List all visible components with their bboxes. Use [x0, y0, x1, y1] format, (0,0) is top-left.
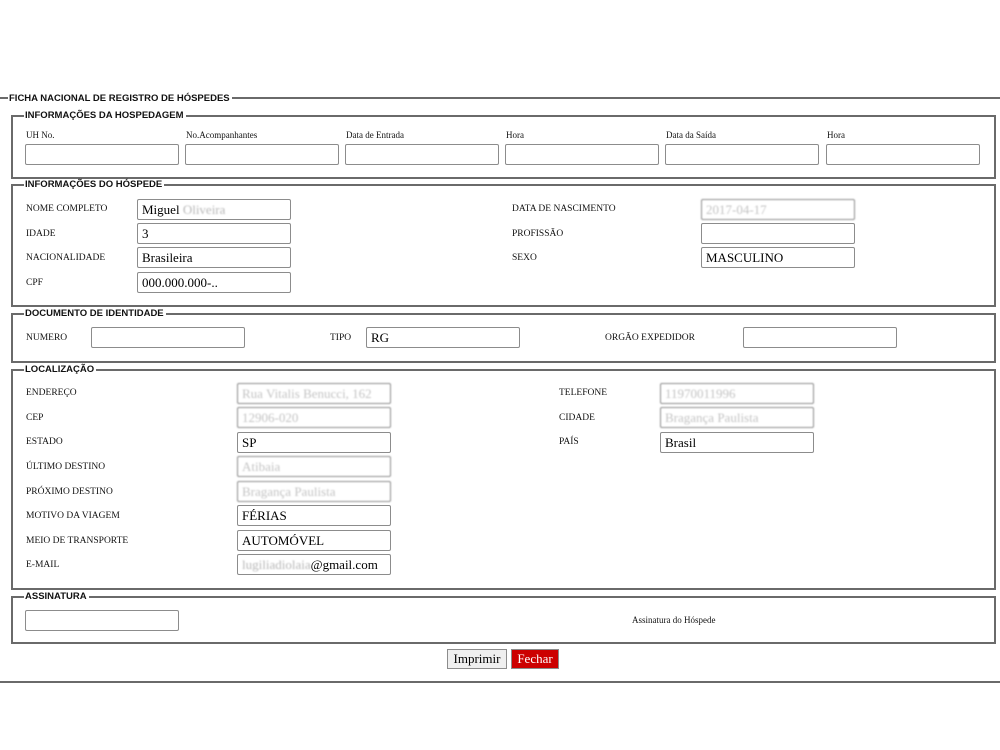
- nome-input[interactable]: [137, 199, 291, 220]
- cep-label: CEP: [26, 413, 44, 423]
- nacionalidade-label: NACIONALIDADE: [26, 253, 106, 263]
- cpf-input[interactable]: 000.000.000-..: [137, 272, 291, 293]
- acompanhantes-label: No.Acompanhantes: [186, 130, 258, 140]
- email-redacted-text: lugiliadiolaia: [242, 557, 311, 572]
- saida-date-input[interactable]: [665, 144, 819, 165]
- localizacao-section: [11, 369, 996, 590]
- hora-entrada-label: Hora: [506, 130, 524, 140]
- nascimento-input[interactable]: 2017-04-17: [701, 199, 855, 220]
- close-button[interactable]: Fechar: [511, 649, 559, 669]
- outer-fieldset-bottom-border: [0, 681, 1000, 683]
- estado-input[interactable]: SP: [237, 432, 391, 453]
- tipo-label: TIPO: [330, 333, 352, 343]
- endereco-label: ENDEREÇO: [26, 388, 77, 398]
- numero-label: NUMERO: [26, 333, 68, 343]
- print-button[interactable]: Imprimir: [447, 649, 507, 669]
- idade-label: IDADE: [26, 229, 56, 239]
- motivo-label: MOTIVO DA VIAGEM: [26, 511, 120, 521]
- assinatura-caption: Assinatura do Hóspede: [632, 615, 716, 625]
- email-label: E-MAIL: [26, 560, 60, 570]
- proximo-destino-input[interactable]: Bragança Paulista: [237, 481, 391, 502]
- ultimo-destino-label: ÚLTIMO DESTINO: [26, 462, 106, 472]
- ultimo-destino-input[interactable]: Atibaia: [237, 456, 391, 477]
- numero-input[interactable]: [91, 327, 245, 348]
- pais-input[interactable]: Brasil: [660, 432, 814, 453]
- tipo-input[interactable]: RG: [366, 327, 520, 348]
- nacionalidade-input[interactable]: Brasileira: [137, 247, 291, 268]
- telefone-input[interactable]: 11970011996: [660, 383, 814, 404]
- transporte-input[interactable]: AUTOMÓVEL: [237, 530, 391, 551]
- orgao-label: ORGÃO EXPEDIDOR: [605, 333, 695, 343]
- sexo-label: SEXO: [512, 253, 537, 263]
- profissao-label: PROFISSÃO: [512, 229, 564, 239]
- estado-label: ESTADO: [26, 437, 63, 447]
- transporte-label: MEIO DE TRANSPORTE: [26, 536, 129, 546]
- cidade-input[interactable]: Bragança Paulista: [660, 407, 814, 428]
- cep-input[interactable]: 12906-020: [237, 407, 391, 428]
- hora-entrada-input[interactable]: [505, 144, 659, 165]
- proximo-destino-label: PRÓXIMO DESTINO: [26, 487, 113, 497]
- idade-input[interactable]: 3: [137, 223, 291, 244]
- motivo-input[interactable]: FÉRIAS: [237, 505, 391, 526]
- acompanhantes-input[interactable]: [185, 144, 339, 165]
- documento-section-title: DOCUMENTO DE IDENTIDADE: [25, 308, 164, 319]
- hora-saida-input[interactable]: [826, 144, 980, 165]
- form-title: FICHA NACIONAL DE REGISTRO DE HÓSPEDES: [9, 93, 230, 104]
- nascimento-label: DATA DE NASCIMENTO: [512, 204, 616, 214]
- orgao-input[interactable]: [743, 327, 897, 348]
- email-input[interactable]: [237, 554, 391, 575]
- telefone-label: TELEFONE: [559, 388, 608, 398]
- uh-input[interactable]: [25, 144, 179, 165]
- cpf-label: CPF: [26, 278, 43, 288]
- hospedagem-section-title: INFORMAÇÕES DA HOSPEDAGEM: [25, 110, 184, 121]
- sexo-input[interactable]: MASCULINO: [701, 247, 855, 268]
- uh-label: UH No.: [26, 130, 55, 140]
- entrada-date-input[interactable]: [345, 144, 499, 165]
- entrada-label: Data de Entrada: [346, 130, 404, 140]
- hospede-section-title: INFORMAÇÕES DO HÓSPEDE: [25, 179, 163, 190]
- pais-label: PAÍS: [559, 437, 579, 447]
- cidade-label: CIDADE: [559, 413, 595, 423]
- hora-saida-label: Hora: [827, 130, 845, 140]
- profissao-input[interactable]: [701, 223, 855, 244]
- nome-redacted-text: Oliveira: [182, 202, 226, 217]
- email-visible-text: @gmail.com: [310, 557, 378, 572]
- assinatura-input[interactable]: [25, 610, 179, 631]
- assinatura-section-title: ASSINATURA: [25, 591, 87, 602]
- nome-visible-text: Miguel: [142, 202, 180, 217]
- localizacao-section-title: LOCALIZAÇÃO: [25, 364, 95, 375]
- saida-label: Data da Saída: [666, 130, 716, 140]
- nome-label: NOME COMPLETO: [26, 204, 108, 214]
- endereco-input[interactable]: Rua Vitalis Benucci, 162: [237, 383, 391, 404]
